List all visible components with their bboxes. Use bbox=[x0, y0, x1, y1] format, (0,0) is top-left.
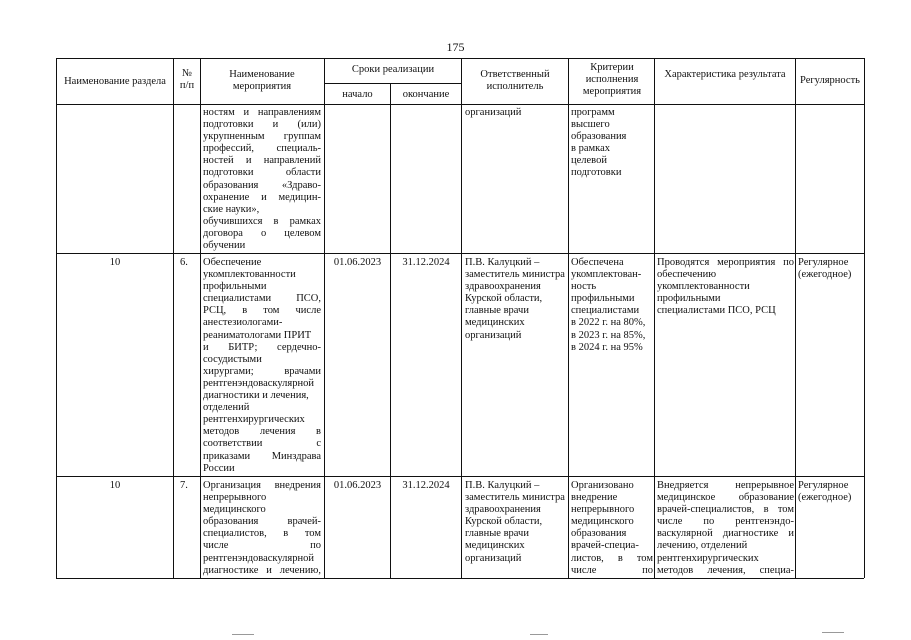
text-line: Внедряется непрерывное bbox=[657, 480, 794, 491]
column-divider bbox=[795, 58, 796, 578]
text-line: Организовано bbox=[571, 480, 634, 491]
row-divider bbox=[56, 476, 864, 477]
text-line: подготовки bbox=[571, 167, 622, 179]
text-line: здравоохранения bbox=[465, 504, 541, 516]
scan-mark bbox=[822, 632, 844, 633]
column-divider bbox=[324, 58, 325, 578]
text-line: методов лечения в bbox=[203, 426, 321, 438]
row2-activity bbox=[203, 257, 321, 475]
text-line: Обеспечена bbox=[571, 257, 624, 268]
text-line: образования bbox=[571, 131, 627, 143]
row2-criteria bbox=[571, 257, 653, 354]
row3-section: 10 bbox=[109, 480, 121, 491]
text-line: договора о целевом bbox=[203, 227, 321, 239]
text-line: профильными bbox=[203, 281, 267, 293]
text-line: заместитель министра bbox=[465, 492, 565, 504]
text-line: профессий, специаль- bbox=[203, 143, 321, 155]
text-line: специалистами ПСО, РСЦ bbox=[657, 305, 776, 317]
row3-result bbox=[657, 480, 794, 577]
text-line: организаций bbox=[465, 552, 522, 564]
text-line: числе по bbox=[571, 564, 653, 576]
text-line: ность bbox=[571, 281, 597, 293]
text-line: ностям и направлениям bbox=[203, 107, 321, 118]
text-line: профильными bbox=[571, 293, 635, 305]
row3-responsible bbox=[465, 480, 567, 565]
header-number: № п/п bbox=[179, 68, 195, 91]
text-line: укомплектованности bbox=[657, 281, 750, 293]
text-line: диагностики и лечения, bbox=[203, 390, 309, 402]
row2-responsible bbox=[465, 257, 567, 342]
table-border-bottom bbox=[56, 578, 864, 579]
text-line: профильными bbox=[657, 293, 721, 305]
text-line: образования «Здраво- bbox=[203, 179, 321, 191]
row2-section: 10 bbox=[109, 257, 121, 268]
text-line: реаниматологами ПРИТ bbox=[203, 329, 312, 341]
text-line: Курской области, bbox=[465, 293, 543, 305]
scan-mark bbox=[530, 634, 548, 635]
text-line: охранение и медицин- bbox=[203, 191, 321, 203]
row1-responsible bbox=[465, 107, 565, 119]
text-line: организаций bbox=[465, 107, 522, 118]
table-border-top bbox=[56, 58, 864, 59]
row3-start-date: 01.06.2023 bbox=[333, 480, 382, 491]
text-line: рентгенхирургических bbox=[657, 552, 759, 564]
text-line: лечению, отделений bbox=[657, 540, 748, 552]
header-end: окончание bbox=[402, 89, 450, 100]
text-line: главные врачи bbox=[465, 528, 529, 540]
column-divider bbox=[654, 58, 655, 578]
page-number: 175 bbox=[446, 40, 465, 54]
text-line: анестезиологами- bbox=[203, 317, 283, 329]
text-line: методов лечения, специа- bbox=[657, 564, 794, 576]
text-line: в 2023 г. на 85%, bbox=[571, 329, 646, 341]
text-line: главные врачи bbox=[465, 305, 529, 317]
row2-regularity bbox=[798, 257, 864, 281]
text-line: врачей-специа- bbox=[571, 540, 639, 552]
header-section-name: Наименование раздела bbox=[64, 76, 166, 87]
text-line: Организация внедрения bbox=[203, 480, 321, 491]
text-line: Проводятся мероприятия по bbox=[657, 257, 794, 268]
text-line: ские науки», bbox=[203, 203, 260, 215]
text-line: специалистами bbox=[571, 305, 640, 317]
text-line: непрерывного bbox=[571, 504, 635, 516]
row1-activity bbox=[203, 107, 321, 252]
text-line: медицинское образование bbox=[657, 492, 794, 504]
text-line: медицинского bbox=[571, 516, 634, 528]
text-line: обучении bbox=[203, 240, 246, 252]
text-line: П.В. Калуцкий – bbox=[465, 257, 540, 268]
row3-activity bbox=[203, 480, 321, 577]
text-line: в 2024 г. на 95% bbox=[571, 341, 643, 353]
text-line: укомплектован- bbox=[571, 269, 642, 281]
scan-mark bbox=[232, 634, 254, 635]
text-line: листов, в том bbox=[571, 552, 653, 564]
text-line: П.В. Калуцкий – bbox=[465, 480, 540, 491]
text-line: медицинского bbox=[203, 504, 266, 516]
row3-end-date: 31.12.2024 bbox=[402, 480, 450, 491]
text-line: укомплектованности bbox=[203, 269, 296, 281]
text-line: соответствии с bbox=[203, 438, 321, 450]
text-line: Регулярное bbox=[798, 257, 849, 268]
text-line: медицинских bbox=[465, 540, 525, 552]
text-line: укрупненным группам bbox=[203, 131, 321, 143]
text-line: специалистами ПСО, bbox=[203, 293, 321, 305]
text-line: в 2022 г. на 80%, bbox=[571, 317, 646, 329]
text-line: заместитель министра bbox=[465, 269, 565, 281]
header-result: Характеристика результата bbox=[664, 69, 786, 80]
row1-criteria bbox=[571, 107, 653, 180]
text-line: обучившихся в рамках bbox=[203, 215, 321, 227]
text-line: обеспечению bbox=[657, 269, 717, 281]
row2-result bbox=[657, 257, 794, 317]
row-divider bbox=[56, 253, 864, 254]
row2-end-date: 31.12.2024 bbox=[402, 257, 450, 268]
text-line: ностей и направлений bbox=[203, 155, 321, 167]
text-line: (ежегодное) bbox=[798, 269, 852, 281]
text-line: отделений bbox=[203, 402, 250, 414]
text-line: организаций bbox=[465, 329, 522, 341]
text-line: диагностике и лечению, bbox=[203, 564, 321, 576]
text-line: сосудистыми bbox=[203, 353, 262, 365]
text-line: васкулярной диагностике и bbox=[657, 528, 794, 540]
text-line: хирургами; врачами bbox=[203, 365, 321, 377]
row3-number: 7. bbox=[180, 480, 188, 491]
text-line: внедрение bbox=[571, 492, 618, 504]
text-line: подготовки и (или) bbox=[203, 119, 321, 131]
text-line: подготовки области bbox=[203, 167, 321, 179]
column-divider bbox=[568, 58, 569, 578]
header-start: начало bbox=[342, 89, 373, 100]
header-regularity: Регулярность bbox=[800, 75, 860, 86]
text-line: образования bbox=[571, 528, 627, 540]
text-line: специалистов, в том bbox=[203, 528, 321, 540]
row3-criteria bbox=[571, 480, 653, 577]
header-responsible: Ответственный исполнитель bbox=[480, 69, 550, 92]
header-deadlines: Сроки реализации bbox=[351, 64, 435, 75]
text-line: РСЦ, в том числе bbox=[203, 305, 321, 317]
text-line: высшего bbox=[571, 119, 610, 131]
text-line: числе по bbox=[203, 540, 321, 552]
row2-number: 6. bbox=[180, 257, 188, 268]
row2-start-date: 01.06.2023 bbox=[333, 257, 382, 268]
text-line: образования врачей- bbox=[203, 516, 321, 528]
text-line: Курской области, bbox=[465, 516, 543, 528]
table-border-right bbox=[864, 58, 865, 578]
header-bottom-rule bbox=[56, 104, 864, 105]
column-divider bbox=[200, 58, 201, 578]
text-line: Регулярное bbox=[798, 480, 849, 491]
text-line: числе по рентгенэндо- bbox=[657, 516, 794, 528]
text-line: в рамках bbox=[571, 143, 610, 155]
header-activity-name: Наименование мероприятия bbox=[229, 69, 295, 92]
text-line: целевой bbox=[571, 155, 607, 167]
text-line: программ bbox=[571, 107, 615, 118]
column-divider bbox=[173, 58, 174, 578]
text-line: (ежегодное) bbox=[798, 492, 852, 504]
table-border-left bbox=[56, 58, 57, 578]
text-line: рентгенэндоваскулярной bbox=[203, 377, 314, 389]
text-line: медицинских bbox=[465, 317, 525, 329]
text-line: рентгенхирургических bbox=[203, 414, 305, 426]
text-line: здравоохранения bbox=[465, 281, 541, 293]
header-subdivider bbox=[324, 83, 461, 84]
text-line: врачей-специалистов, в том bbox=[657, 504, 794, 516]
row3-regularity bbox=[798, 480, 864, 504]
text-line: непрерывного bbox=[203, 492, 267, 504]
text-line: приказами Минздрава bbox=[203, 450, 321, 462]
text-line: Обеспечение bbox=[203, 257, 262, 268]
text-line: России bbox=[203, 462, 235, 474]
text-line: рентгенэндоваскулярной bbox=[203, 552, 314, 564]
column-divider bbox=[461, 58, 462, 578]
column-divider bbox=[390, 83, 391, 578]
header-criteria: Критерии исполнения мероприятия bbox=[582, 62, 642, 97]
text-line: и БИТР; сердечно- bbox=[203, 341, 321, 353]
